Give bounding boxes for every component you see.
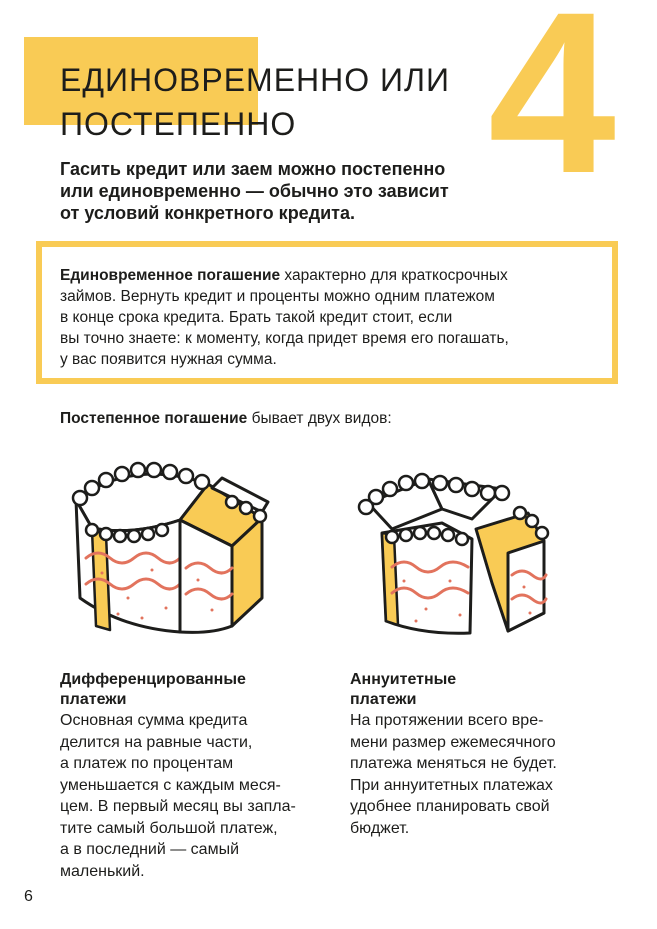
- info-line: займов. Вернуть кредит и проценты можно одним платежом: [60, 288, 495, 305]
- differentiated-title-line: Дифференцированные: [60, 671, 246, 688]
- cake-unequal-slices-icon: [62, 458, 280, 648]
- intro-line: Гасить кредит или заем можно постепенно: [60, 159, 446, 179]
- section-number: 4: [488, 0, 616, 221]
- annuity-line: На протяжении всего вре-: [350, 712, 544, 729]
- differentiated-line: а платеж по процентам: [60, 755, 234, 772]
- gradual-rest: бывает двух видов:: [247, 410, 392, 427]
- differentiated-title: [60, 670, 246, 710]
- differentiated-line: маленький.: [60, 862, 145, 880]
- one-time-repayment-text: [60, 265, 600, 370]
- annuity-line: При аннуитетных платежах: [350, 776, 553, 794]
- differentiated-line: а в последний — самый: [60, 841, 240, 858]
- annuity-line: бюджет.: [350, 819, 410, 837]
- differentiated-line: уменьшается с каждым меся-: [60, 776, 281, 794]
- intro-line: от условий конкретного кредита.: [60, 203, 356, 223]
- page-number: 6: [24, 888, 33, 905]
- differentiated-line: цем. В первый месяц вы запла-: [60, 798, 296, 815]
- gradual-term: Постепенное погашение: [60, 410, 248, 427]
- differentiated-line: делится на равные части,: [60, 733, 253, 751]
- annuity-title-line: платежи: [350, 691, 417, 708]
- page-title: [60, 58, 450, 146]
- annuity-title: [350, 670, 456, 710]
- annuity-line: платежа меняться не будет.: [350, 755, 557, 772]
- differentiated-line: Основная сумма кредита: [60, 712, 248, 729]
- annuity-line: удобнее планировать свой: [350, 798, 550, 815]
- annuity-line: мени размер ежемесячного: [350, 733, 556, 751]
- title-line-2: ПОСТЕПЕННО: [60, 106, 297, 142]
- annuity-title-line: Аннуитетные: [350, 671, 457, 688]
- intro-paragraph: [60, 158, 490, 224]
- title-line-1: ЕДИНОВРЕМЕННО ИЛИ: [60, 62, 451, 98]
- info-line: вы точно знаете: к моменту, когда придет время его погашать,: [60, 330, 509, 347]
- one-time-term: Единовременное погашение: [60, 267, 281, 284]
- info-line: [60, 265, 600, 286]
- differentiated-title-line: платежи: [60, 691, 127, 708]
- intro-line: или единовременно — обычно это зависит: [60, 181, 449, 201]
- gradual-repayment-heading: [60, 409, 392, 429]
- cake-equal-slices-icon: [352, 463, 552, 653]
- info-line: у вас появится нужная сумма.: [60, 351, 277, 368]
- one-time-first-line-rest: характерно для краткосрочных: [280, 267, 508, 284]
- annuity-text: [350, 710, 610, 839]
- info-line: в конце срока кредита. Брать такой кредит стоит, если: [60, 309, 453, 326]
- differentiated-line: тите самый большой платеж,: [60, 819, 278, 837]
- differentiated-text: [60, 710, 330, 882]
